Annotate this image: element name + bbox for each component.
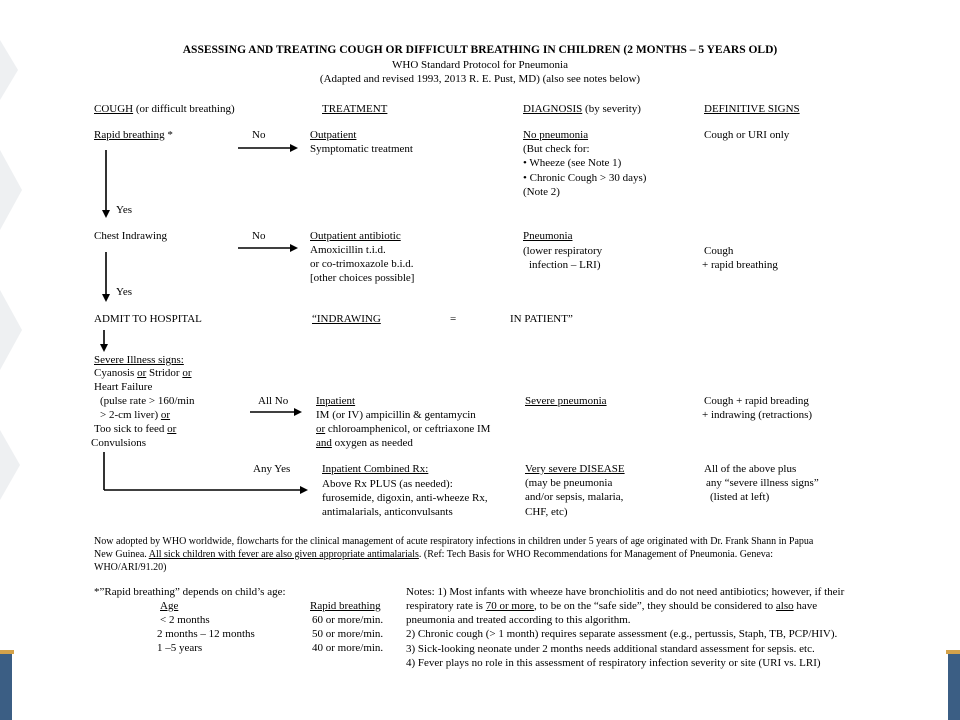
severe-liver: > 2-cm liver) or [100,409,171,421]
treat-chloramphenicol: or chloroamphenicol, or ceftriaxone IM [316,423,491,435]
branch-yes-1: Yes [116,204,133,216]
col-header-treatment: TREATMENT [322,103,388,115]
footnote-line3: WHO/ARI/91.20) [94,562,167,573]
rapid-table-rate: 40 or more/min. [312,642,384,654]
chest-indrawing-label: Chest Indrawing [94,230,168,242]
rapid-table-col-age: Age [160,600,179,612]
treat-inpatient-title: Inpatient [316,395,356,407]
severe-pulse: (pulse rate > 160/min [100,395,195,407]
accent-bar-right [948,650,960,720]
diag-chronic-cough: • Chronic Cough > 30 days) [523,172,647,184]
note-2: 2) Chronic cough (> 1 month) requires separate assessment (e.g., pertussis, Staph, TB, PCP/HIV). [406,628,838,640]
treat-outpatient-line: Symptomatic treatment [310,143,413,155]
sign-cough-uri: Cough or URI only [704,129,790,141]
diag-may-be: (may be pneumonia [525,477,613,489]
treat-above-rx: Above Rx PLUS (as needed): [322,478,453,490]
rapid-table-heading: *”Rapid breathing” depends on child’s age: [94,586,286,598]
treat-ampicillin: IM (or IV) ampicillin & gentamycin [316,409,476,421]
note-1a: Notes: 1) Most infants with wheeze have bronchiolitis and do not need antibiotics; however, if their [406,586,845,598]
page-title: ASSESSING AND TREATING COUGH OR DIFFICULT BREATHING IN CHILDREN (2 MONTHS – 5 YEARS OLD) [182,44,778,56]
col-header-cough: COUGH (or difficult breathing) [94,103,235,115]
diag-note2: (Note 2) [523,186,560,198]
diag-lri-1: (lower respiratory [523,245,603,257]
sign-cough-rapid: Cough + rapid breading [704,395,809,407]
diag-lri-2: infection – LRI) [529,259,601,271]
severe-signs-label: Severe Illness signs: [94,354,184,366]
bullet-icon: • [523,172,527,184]
note-1c: pneumonia and treated according to this algorithm. [406,614,631,626]
footnote-line2: New Guinea. All sick children with fever are also given appropriate antimalarials. (Ref: Tech Basis for WHO Recommendations for Management of Pneumonia. Geneva: [94,549,774,560]
accent-stripe-left [0,650,14,654]
note-4: 4) Fever plays no role in this assessment of respiratory infection severity or site (URI vs. LRI) [406,657,821,669]
branch-any-yes: Any Yes [253,463,291,475]
decorative-chevrons [0,0,30,720]
diag-wheeze: • Wheeze (see Note 1) [523,157,622,169]
sign-listed-left: (listed at left) [710,491,770,503]
rapid-table-rate: 50 or more/min. [312,628,384,640]
treat-combined-title: Inpatient Combined Rx: [322,463,429,475]
accent-stripe-right [946,650,960,654]
sign-rapid-breathing: + rapid breathing [702,259,778,271]
diag-sepsis: and/or sepsis, malaria, [525,491,624,503]
severe-convulsions: Convulsions [91,437,147,449]
sign-indrawing: + indrawing (retractions) [702,409,813,421]
diag-check: (But check for: [523,143,590,155]
note-1b: respiratory rate is 70 or more, to be on the “safe side”, they should be considered to also have [406,600,818,612]
diag-no-pneumonia: No pneumonia [523,129,589,141]
diag-pneumonia: Pneumonia [523,230,573,242]
accent-bar-left [0,650,12,720]
page-subtitle: WHO Standard Protocol for Pneumonia [392,59,568,71]
col-header-diagnosis: DIAGNOSIS (by severity) [523,103,641,115]
diag-chf: CHF, etc) [525,506,568,518]
diag-severe-pneumonia: Severe pneumonia [525,395,607,407]
branch-no-1: No [252,129,266,141]
treat-antibiotic-title: Outpatient antibiotic [310,230,401,242]
rapid-table-col-rate: Rapid breathing [310,600,381,612]
treat-oxygen: and oxygen as needed [316,437,413,449]
treat-furosemide: furosemide, digoxin, anti-wheeze Rx, [322,492,488,504]
sign-cough: Cough [704,245,734,257]
severe-feed: Too sick to feed or [94,423,177,435]
branch-no-2: No [252,230,266,242]
sign-any-severe: any “severe illness signs” [706,477,819,489]
severe-cyanosis: Cyanosis or Stridor or [94,367,192,379]
branch-yes-2: Yes [116,286,133,298]
footnote-line1: Now adopted by WHO worldwide, flowcharts for the clinical management of acute respiratory infections in children under 5 years of age originated with Dr. Frank Shann in Papua [94,536,814,547]
rapid-table-age: < 2 months [160,614,210,626]
col-header-signs: DEFINITIVE SIGNS [704,103,800,115]
rapid-table-rate: 60 or more/min. [312,614,384,626]
rapid-table-age: 1 –5 years [157,642,203,654]
treat-antimalarials: antimalarials, anticonvulsants [322,506,453,518]
indrawing-equals-inpatient: “INDRAWING = IN PATIENT” [312,313,573,325]
treat-cotrimoxazole: or co-trimoxazole b.i.d. [310,258,414,270]
treat-other-choices: [other choices possible] [310,272,415,284]
note-3: 3) Sick-looking neonate under 2 months needs additional standard assessment for sepsis. etc. [406,643,815,655]
treat-outpatient-title: Outpatient [310,129,357,141]
rapid-table-age: 2 months – 12 months [157,628,255,640]
sign-all-above: All of the above plus [704,463,797,475]
adapted-note: (Adapted and revised 1993, 2013 R. E. Pust, MD) (also see notes below) [319,73,641,85]
rapid-breathing-label: Rapid breathing * [94,129,173,141]
treat-amoxicillin: Amoxicillin t.i.d. [310,244,386,256]
admit-label: ADMIT TO HOSPITAL [94,313,202,325]
branch-all-no: All No [258,395,289,407]
severe-heart-failure: Heart Failure [94,381,153,393]
bullet-icon: • [523,157,527,169]
diag-very-severe: Very severe DISEASE [525,463,625,475]
